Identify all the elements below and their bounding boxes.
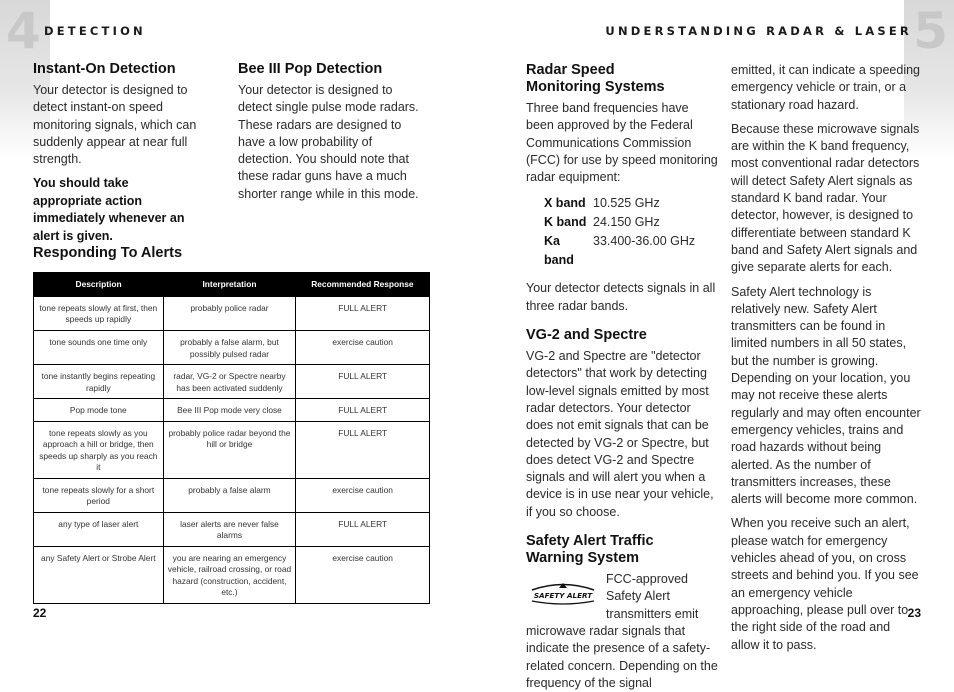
technology-paragraph: Safety Alert technology is relatively new. Safety Alert transmitters can be found in limited numbers in all 50 states, but the number is growing. Depending on your location, you may not receive these alerts regularly and may often encounter emergency vehicles, trains and road hazards without being alerted. As the number of transmitters increases, these alerts will become more common. (731, 284, 921, 507)
cell-response: FULL ALERT (296, 512, 430, 546)
band-name: Ka band (544, 234, 574, 268)
radar-speed-title: Radar Speed Monitoring Systems (526, 62, 665, 95)
column-header: Recommended Response (296, 273, 430, 297)
instant-on-title: Instant-On Detection (33, 61, 176, 77)
safety-alert-body: FCC-approved Safety Alert transmitters emit microwave radar signals that indicate the presence of a safety-related concern. Depending on the frequency of the signal (526, 572, 718, 690)
cell-response: exercise caution (296, 478, 430, 512)
band-frequency: 24.150 GHz (593, 215, 660, 230)
cell-description: any Safety Alert or Strobe Alert (34, 546, 164, 603)
vg2-title: VG-2 and Spectre (526, 327, 647, 344)
cell-description: tone repeats slowly for a short period (34, 478, 164, 512)
table-row (34, 297, 430, 331)
table-row (34, 365, 430, 399)
cell-description: tone sounds one time only (34, 331, 164, 365)
column-header: Description (34, 273, 164, 297)
table-row (34, 478, 430, 512)
page-number: 22 (33, 606, 47, 620)
cell-interpretation: radar, VG-2 or Spectre nearby has been activated suddenly (163, 365, 296, 399)
cell-description: tone repeats slowly at first, then speeds up rapidly (34, 297, 164, 331)
radar-speed-after: Your detector detects signals in all three radar bands. (526, 281, 716, 313)
cell-response: FULL ALERT (296, 421, 430, 478)
frequency-row (544, 213, 718, 232)
left-page (0, 0, 477, 630)
cell-response: FULL ALERT (296, 399, 430, 422)
band-frequency: 33.400-36.00 GHz (593, 234, 696, 249)
page-number: 23 (907, 606, 921, 620)
cell-response: exercise caution (296, 331, 430, 365)
cell-interpretation: probably police radar beyond the hill or bridge (163, 421, 296, 478)
safety-alert-logo-text: SAFETY ALERT (533, 591, 593, 601)
instant-on-body: Your detector is designed to detect instant-on speed monitoring signals, which can suddenly appear at near full strength. (33, 83, 197, 167)
chapter-number: 4 (6, 2, 41, 60)
table-row (34, 331, 430, 365)
cell-interpretation: probably a false alarm (163, 478, 296, 512)
band-frequency: 10.525 GHz (593, 196, 660, 211)
table-row (34, 512, 430, 546)
frequency-row (544, 232, 718, 270)
bee-iii-section (238, 61, 428, 210)
safety-alert-continued: emitted, it can indicate a speeding emergency vehicle or train, or a stationary road hazard. (731, 63, 921, 112)
section-header: DETECTION (44, 24, 146, 38)
alerts-table (33, 272, 430, 604)
table-row (34, 399, 430, 422)
cell-interpretation: Bee III Pop mode very close (163, 399, 296, 422)
cell-description: any type of laser alert (34, 512, 164, 546)
cell-interpretation: laser alerts are never false alarms (163, 512, 296, 546)
chapter-number: 5 (913, 2, 948, 60)
cell-description: tone repeats slowly as you approach a hill or bridge, then speeds up sharply as you reach it (34, 421, 164, 478)
instant-on-emphasis: You should take appropriate action immediately whenever an alert is given. (33, 176, 185, 243)
receive-alert-paragraph: When you receive such an alert, please watch for emergency vehicles ahead of you, on cross streets and behind you. If you see an emergency vehicle approaching, please pull over to the right side of the road and allow it to pass. (731, 516, 919, 652)
frequency-row (544, 194, 718, 213)
table-header-row (34, 273, 430, 297)
right-page (477, 0, 954, 690)
safety-alert-title: Safety Alert Traffic Warning System (526, 533, 654, 567)
responding-title: Responding To Alerts (33, 245, 183, 261)
safety-alert-logo-icon (526, 581, 600, 607)
section-header: UNDERSTANDING RADAR & LASER (605, 24, 912, 38)
table-row (34, 421, 430, 478)
cell-interpretation: probably a false alarm, but possibly pulsed radar (163, 331, 296, 365)
vg2-body: VG-2 and Spectre are "detector detectors" that work by detecting low-level signals emitted by most radar detectors. Your detector does not emit signals that can be detected by VG-2 or Spectre, but does detect VG-2 and Spectre signals and will alert you when a device is in use near your vehicle, if you so choose. (526, 349, 714, 519)
bee-iii-title: Bee III Pop Detection (238, 61, 383, 77)
radar-speed-body: Three band frequencies have been approved by the Federal Communications Commission (FCC) for use by speed monitoring radar equipment: (526, 101, 718, 185)
cell-interpretation: probably police radar (163, 297, 296, 331)
instant-on-section (33, 61, 223, 252)
safety-alert-body-wrap (526, 571, 718, 692)
cell-description: Pop mode tone (34, 399, 164, 422)
table-row (34, 546, 430, 603)
k-band-paragraph: Because these microwave signals are within the K band frequency, most conventional radar detectors will detect Safety Alert signals as standard K band radar. Your detector, however, is designed to differentiate between standard K band and Safety Alert signals and give separate alerts for each. (731, 121, 920, 275)
cell-response: FULL ALERT (296, 365, 430, 399)
cell-interpretation: you are nearing an emergency vehicle, railroad crossing, or road hazard (construction, accident, etc.) (163, 546, 296, 603)
frequency-table (544, 194, 718, 270)
bee-iii-body: Your detector is designed to detect single pulse mode radars. These radars are designed to have a low probability of detection. You should note that these radar guns have a much shorter range while in this mode. (238, 83, 419, 201)
cell-response: exercise caution (332, 552, 393, 563)
band-name: K band (544, 215, 587, 230)
column-header: Interpretation (163, 273, 296, 297)
cell-response: FULL ALERT (296, 297, 430, 331)
band-name: X band (544, 196, 586, 211)
cell-description: tone instantly begins repeating rapidly (34, 365, 164, 399)
right-column-2 (731, 62, 921, 661)
right-column-1 (526, 62, 718, 692)
